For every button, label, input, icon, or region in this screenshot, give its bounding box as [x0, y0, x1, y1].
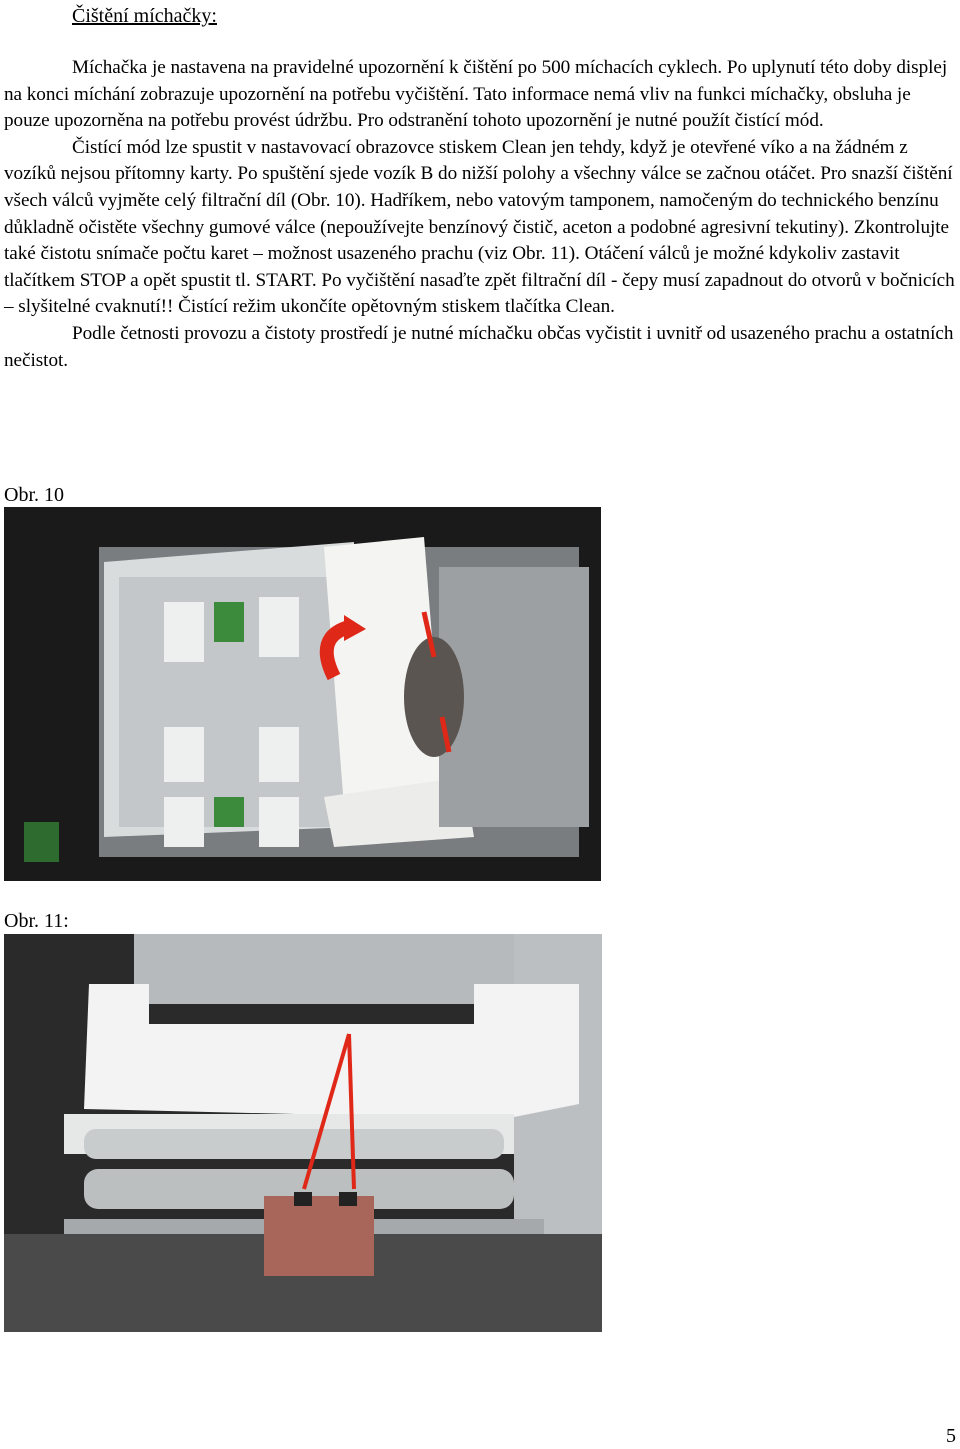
- figure-11-caption: Obr. 11:: [4, 910, 69, 932]
- figure-11-photo: [4, 934, 602, 1332]
- paragraph-3: Podle četnosti provozu a čistoty prostředí je nutné míchačku občas vyčistit i uvnitř od usazeného prachu a ostatních nečistot.: [4, 322, 954, 371]
- page-number: 5: [946, 1425, 956, 1447]
- section-heading: Čištění míchačky:: [72, 5, 217, 27]
- paragraph-2: Čistící mód lze spustit v nastavovací obrazovce stiskem Clean jen tehdy, když je otevřené víko a na žádném z vozíků nejsou přítomny karty. Po spuštění sjede vozík B do nižší polohy a všechny válce se začnou otáčet. Pro snazší čištění všech válců vyjměte celý filtrační díl (Obr. 10). Hadříkem, nebo vatovým tamponem, namočeným do technického benzínu důkladně očistěte všechny gumové válce (nepoužívejte benzínový čistič, aceton a podobné agresivní tekutiny). Zkontrolujte také čistotu snímače počtu karet – možnost usazeného prachu (viz Obr. 11). Otáčení válců je možné kdykoliv zastavit tlačítkem STOP a opět spustit tl. START. Po vyčištění nasaďte zpět filtrační díl - čepy musí zapadnout do otvorů v bočnicích – slyšitelné cvaknutí!! Čistící režim ukončíte opětovným stiskem tlačítka Clean.: [4, 136, 955, 318]
- paragraph-1: Míchačka je nastavena na pravidelné upozornění k čištění po 500 míchacích cyklech. Po uplynutí této doby displej na konci míchání zobrazuje upozornění na potřebu vyčištění. Tato informace nemá vliv na funkci míchačky, obsluha je pouze upozorněna na potřebu provést údržbu. Pro odstranění tohoto upozornění je nutné použít čistící mód.: [4, 57, 948, 132]
- figure-10-photo: [4, 507, 601, 881]
- figure-10-caption: Obr. 10: [4, 484, 64, 506]
- body-text: [4, 55, 958, 374]
